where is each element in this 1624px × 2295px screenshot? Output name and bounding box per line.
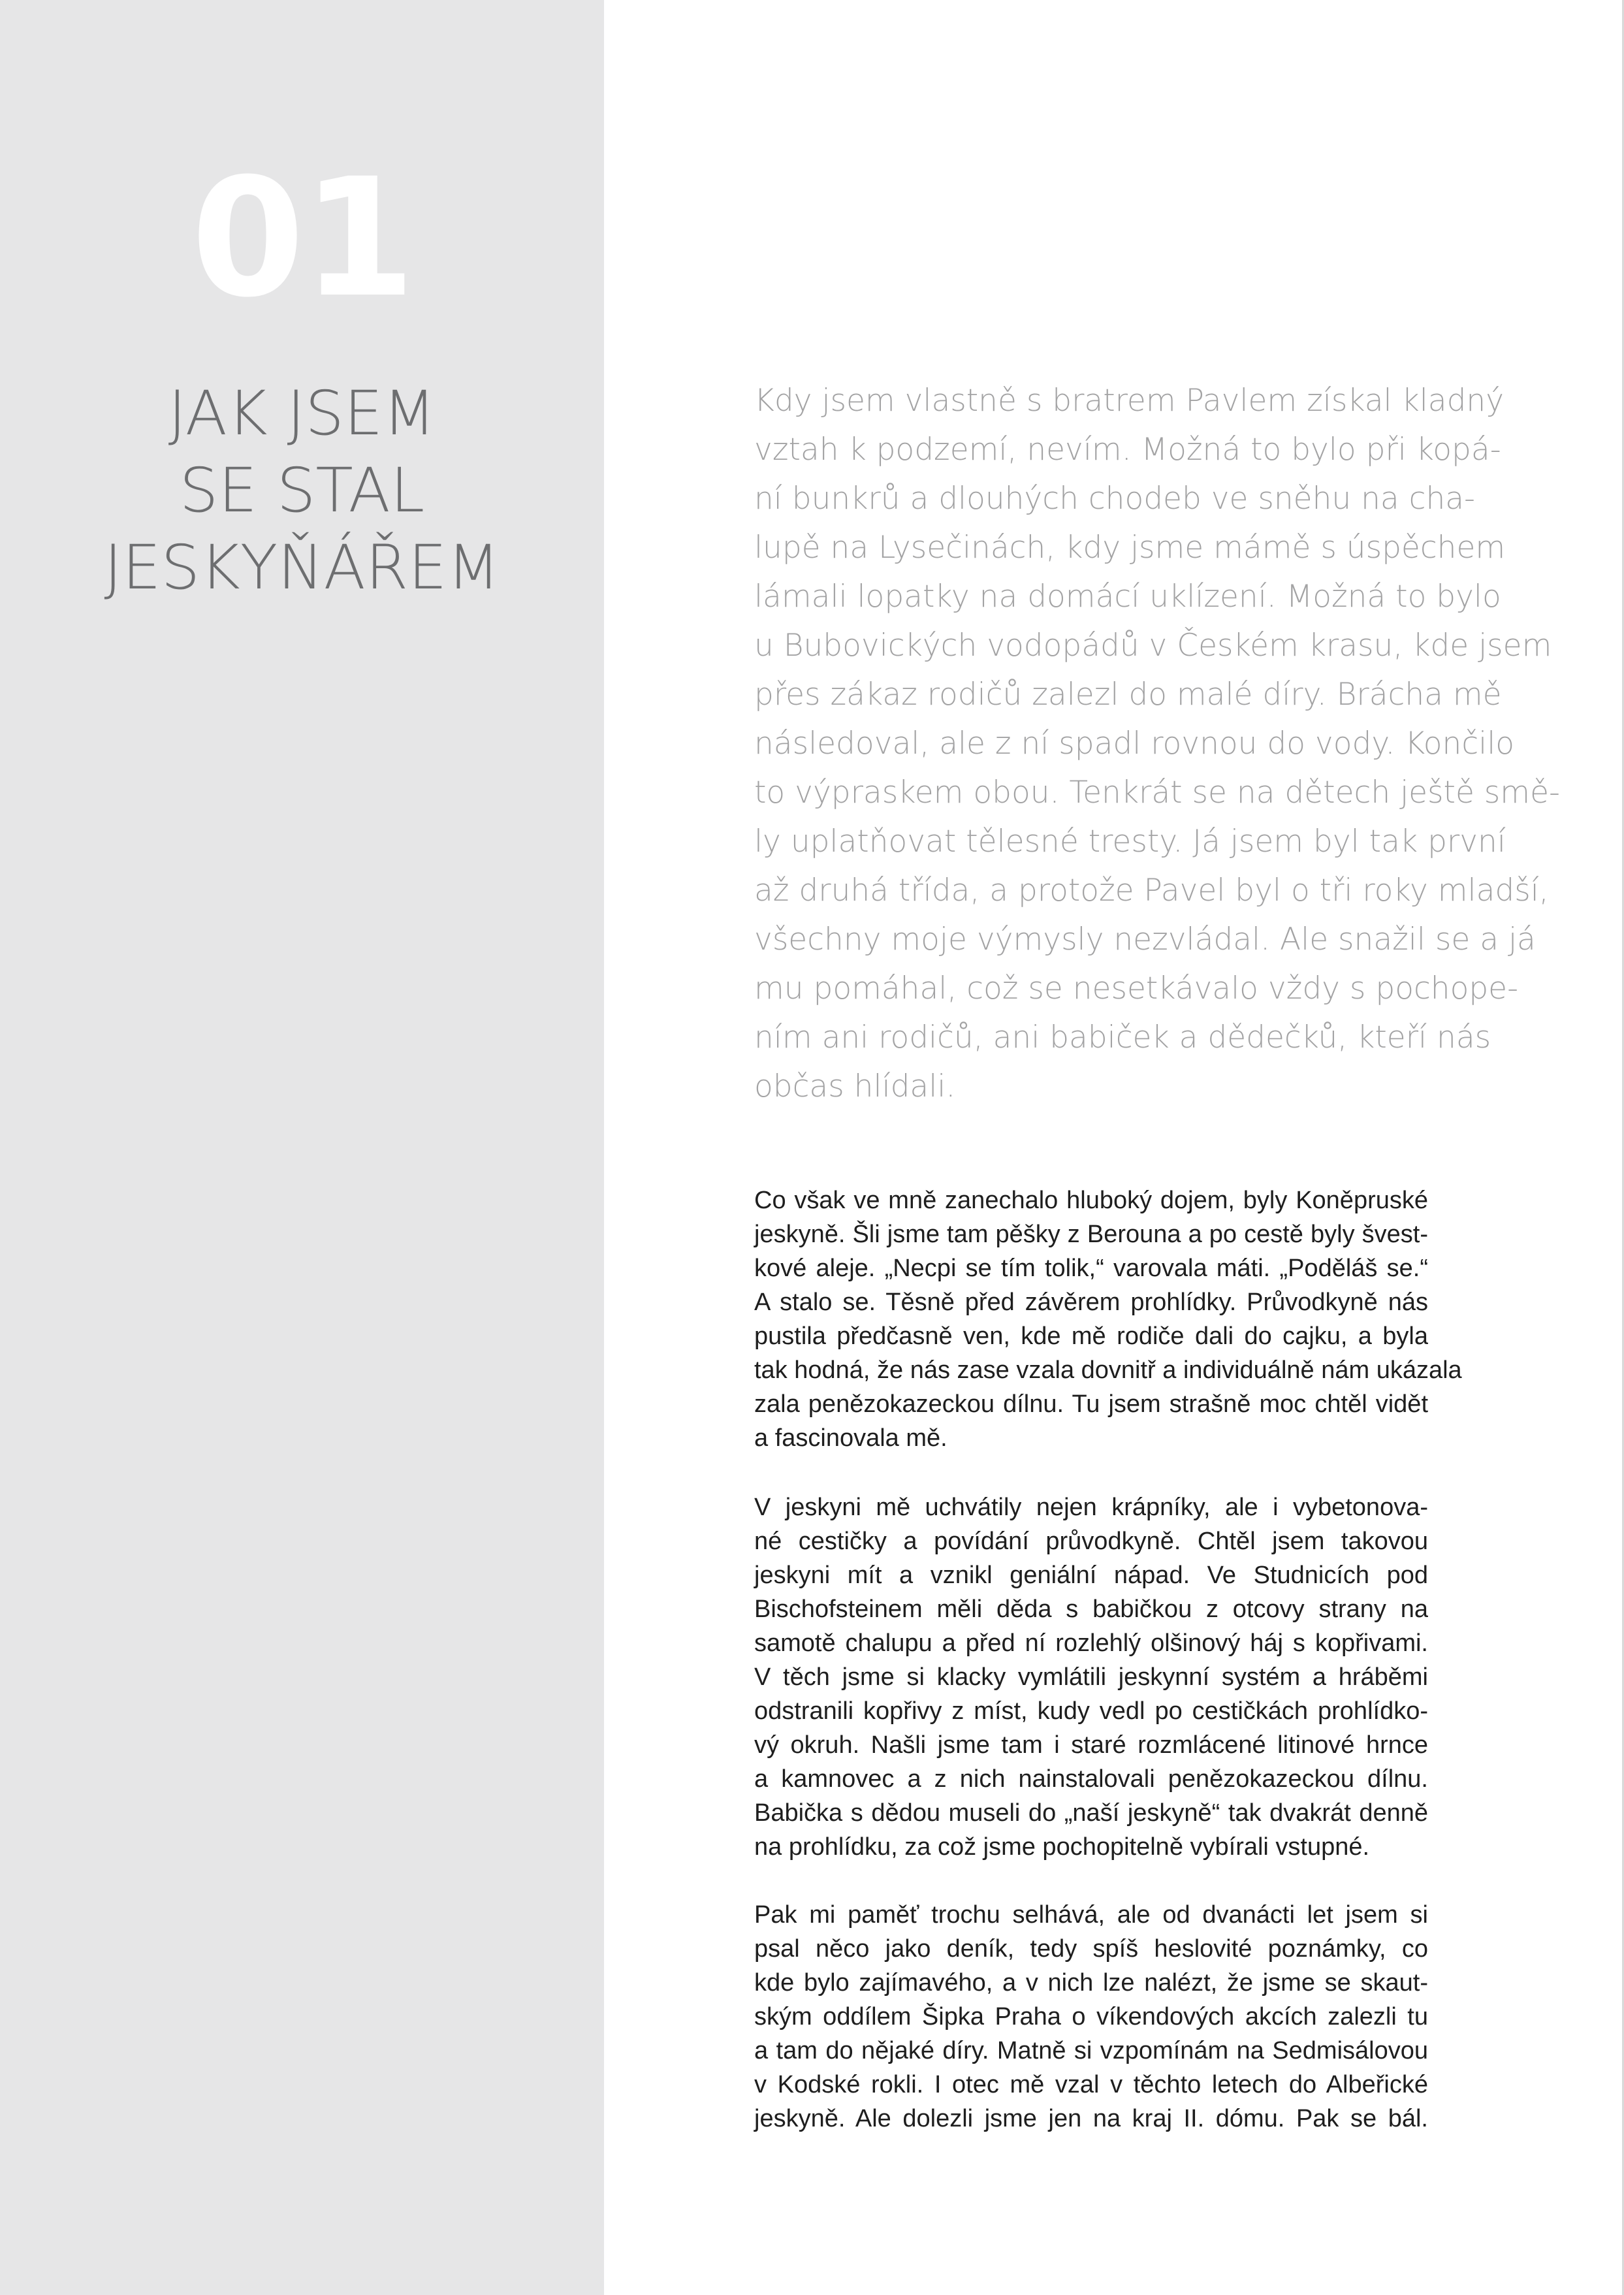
body-line: Co však ve mně zanechalo hluboký dojem, byly Koněpruské <box>754 1187 1428 1214</box>
chapter-title-line: SE STAL <box>179 455 425 526</box>
body-line: V těch jsme si klacky vymlátili jeskynní systém a hráběmi <box>754 1663 1428 1691</box>
intro-line: lámali lopatky na domácí uklízení. Možná to bylo <box>754 579 1501 615</box>
body-line: jeskyně. Šli jsme tam pěšky z Berouna a po cestě byly švest- <box>754 1221 1428 1248</box>
chapter-sidebar <box>0 0 604 2295</box>
body-line: Pak mi paměť trochu selhává, ale od dvanácti let jsem si <box>754 1901 1428 1929</box>
body-line: né cestičky a povídání průvodkyně. Chtěl jsem takovou <box>754 1528 1428 1555</box>
intro-line: občas hlídali. <box>754 1068 956 1104</box>
body-line: samotě chalupu a před ní rozlehlý olšinový háj s kopřivami. <box>754 1629 1428 1657</box>
chapter-number: 01 <box>191 143 413 333</box>
body-line: odstranili kopřivy z míst, kudy vedl po cestičkách prohlídko- <box>754 1697 1428 1725</box>
body-line: zala penězokazeckou dílnu. Tu jsem strašně moc chtěl vidět <box>754 1390 1428 1418</box>
intro-line: to výpraskem obou. Tenkrát se na dětech ještě smě- <box>754 775 1560 810</box>
body-line: a fascinovala mě. <box>754 1424 947 1452</box>
intro-line: přes zákaz rodičů zalezl do malé díry. Brácha mě <box>754 677 1502 713</box>
body-paragraph <box>754 1183 1462 1455</box>
body-line: a kamnovec a z nich nainstalovali penězokazeckou dílnu. <box>754 1765 1428 1793</box>
body-line: v Kodské rokli. I otec mě vzal v těchto letech do Albeřické <box>754 2071 1428 2098</box>
intro-line: všechny moje výmysly nezvládal. Ale snažil se a já <box>754 922 1536 957</box>
intro-line: lupě na Lysečinách, kdy jsme mámě s úspěchem <box>754 530 1506 566</box>
intro-line: u Bubovických vodopádů v Českém krasu, kde jsem <box>754 628 1552 664</box>
chapter-title <box>0 376 604 607</box>
intro-paragraph <box>754 376 1560 1111</box>
chapter-title-line: JESKYŇÁŘEM <box>104 532 500 603</box>
body-line: a tam do nějaké díry. Matně si vzpomínám na Sedmisálovou <box>754 2037 1428 2064</box>
body-line: A stalo se. Těsně před závěrem prohlídky. Průvodkyně nás <box>754 1289 1428 1316</box>
intro-line: následoval, ale z ní spadl rovnou do vody. Končilo <box>754 726 1515 762</box>
body-paragraph <box>754 1490 1428 1864</box>
intro-line: ly uplatňovat tělesné tresty. Já jsem byl tak první <box>754 824 1506 859</box>
body-line: na prohlídku, za což jsme pochopitelně vybírali vstupné. <box>754 1833 1370 1861</box>
body-line: vý okruh. Našli jsme tam i staré rozmlácené litinové hrnce <box>754 1731 1428 1759</box>
body-line: tak hodná, že nás zase vzala dovnitř a individuálně nám ukázala <box>754 1356 1462 1384</box>
chapter-title-line: JAK JSEM <box>168 378 436 449</box>
body-line: kde bylo zajímavého, a v nich lze nalézt, že jsme se skaut- <box>754 1969 1428 1997</box>
intro-line: vztah k podzemí, nevím. Možná to bylo při kopá- <box>754 432 1501 468</box>
body-line: V jeskyni mě uchvátily nejen krápníky, ale i vybetonova- <box>754 1494 1428 1521</box>
body-line: kové aleje. „Necpi se tím tolik,“ varovala máti. „Poděláš se.“ <box>754 1255 1428 1282</box>
intro-line: až druhá třída, a protože Pavel byl o tři roky mladší, <box>754 873 1549 908</box>
body-line: Babička s dědou museli do „naší jeskyně“ tak dvakrát denně <box>754 1799 1428 1827</box>
body-line: jeskyně. Ale dolezli jsme jen na kraj II. dómu. Pak se bál. <box>754 2105 1428 2132</box>
intro-line: mu pomáhal, což se nesetkávalo vždy s pochope- <box>754 971 1519 1006</box>
body-line: psal něco jako deník, tedy spíš heslovité poznámky, co <box>754 1935 1428 1963</box>
body-line: Bischofsteinem měli děda s babičkou z otcovy strany na <box>754 1596 1428 1623</box>
body-line: ským oddílem Šipka Praha o víkendových akcích zalezli tu <box>754 2003 1428 2030</box>
intro-line: ním ani rodičů, ani babiček a dědečků, kteří nás <box>754 1019 1491 1055</box>
body-paragraph <box>754 1898 1428 2136</box>
body-line: pustila předčasně ven, kde mě rodiče dali do cajku, a byla <box>754 1323 1428 1350</box>
intro-line: Kdy jsem vlastně s bratrem Pavlem získal kladný <box>754 383 1505 419</box>
body-line: jeskyni mít a vznikl geniální nápad. Ve Studnicích pod <box>754 1562 1428 1589</box>
intro-line: ní bunkrů a dlouhých chodeb ve sněhu na cha- <box>754 481 1476 517</box>
